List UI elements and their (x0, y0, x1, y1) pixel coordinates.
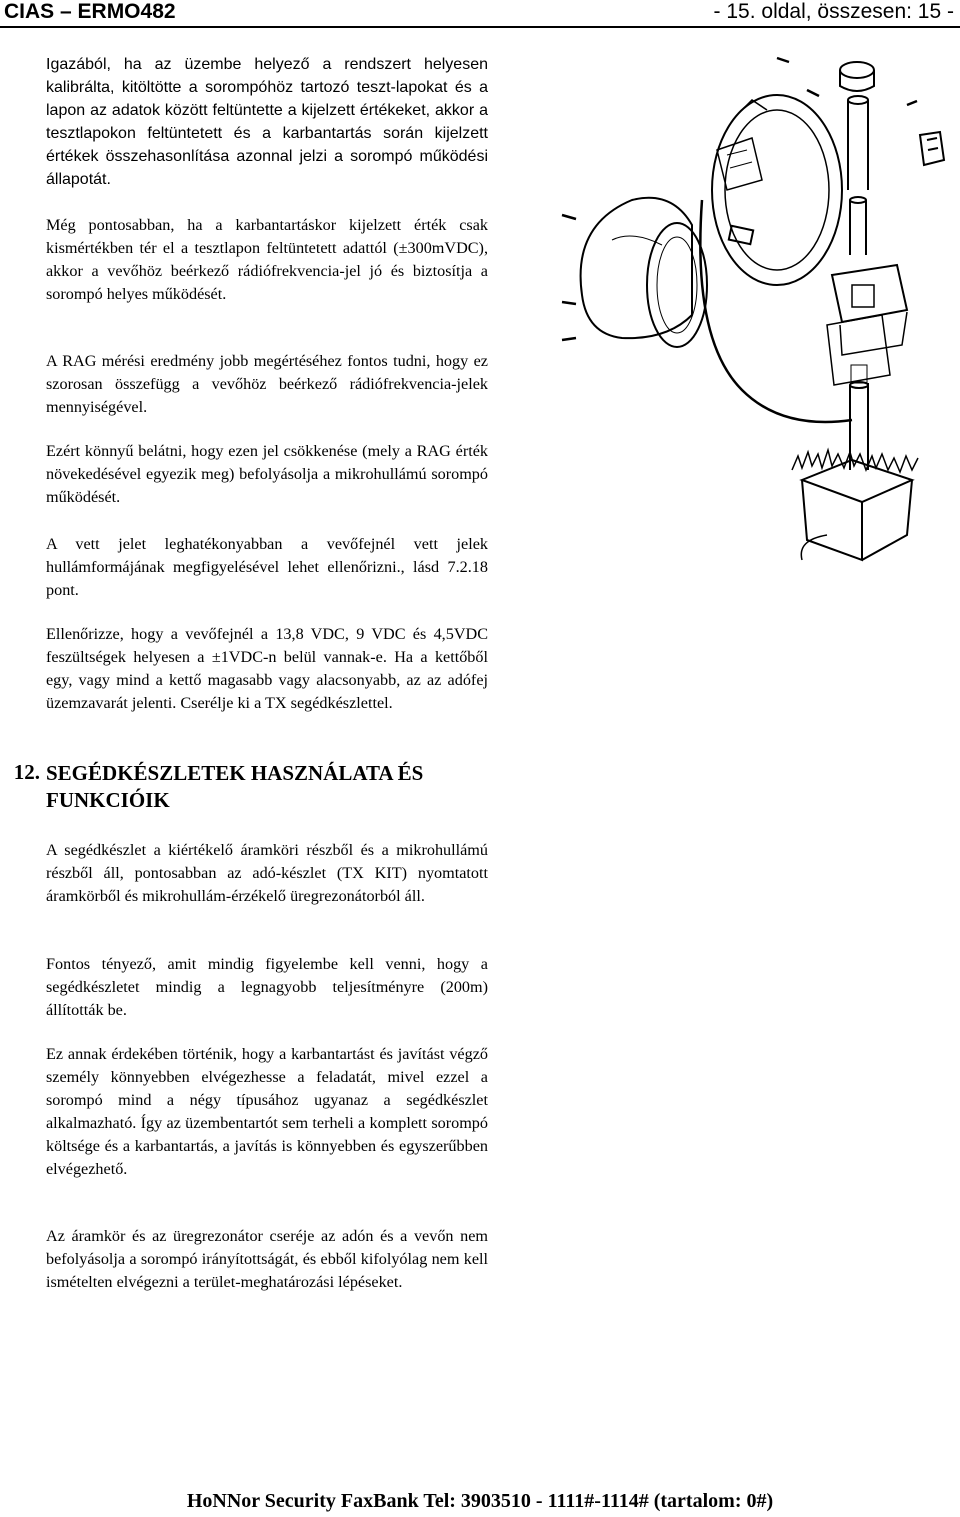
paragraph-rag: A RAG mérési eredmény jobb megértéséhez fontos tudni, hogy ez szorosan összefügg a vevőhöz beérkező rádiófrekvencia-jelek mennyiségével. (46, 352, 488, 416)
paragraph-waveform: A vett jelet leghatékonyabban a vevőfejnél vett jelek hullámformájának megfigyelésével lehet ellenőrizni., lásd 7.2.18 pont. (46, 535, 488, 599)
paragraph-calibration: Igazából, ha az üzembe helyező a rendszert helyesen kalibrálta, kitöltötte a sorompóhöz tartozó teszt-lapokat és a lapon az adatok között feltüntette a kijelzett értékeket, akkor a tesztlapokon feltüntetett és a karbantartás során kijelzett értékek összehasonlítása azonnal jelzi a sorompó működési állapotát. (46, 56, 488, 188)
paragraph-kit-composition: A segédkészlet a kiértékelő áramköri részből és a mikrohullámú részből áll, pontosabban az adó-készlet (TX KIT) nyomtatott áramkörből és mikrohullám-érzékelő üregrezonátorból áll. (46, 841, 488, 905)
document-id: CIAS – ERMO482 (4, 0, 176, 23)
paragraph-maintenance: Ez annak érdekében történik, hogy a karbantartást és javítást végző személy könnyebben elvégezhesse a feladatát, mivel ezzel a sorompó mind a négy típusához ugyanaz a segédkészlet alkalmazható. Így az üzembentartót sem terheli a komplett sorompó költsége és a karbantartás, a javítás is könnyebben és egyszerűbben elvégezhető. (46, 1045, 488, 1178)
paragraph-replacement: Az áramkör és az üregrezonátor cseréje az adón és a vevőn nem befolyásolja a sorompó irányítottságát, és ebből kifolyólag nem kell ismételten elvégezni a terület-meghatározási lépéseket. (46, 1227, 488, 1291)
page-header (0, 0, 960, 28)
section-number: 12. (13, 760, 40, 784)
exploded-view-drawing-icon (552, 40, 957, 565)
paragraph-voltage-check: Ellenőrizze, hogy a vevőfejnél a 13,8 VDC, 9 VDC és 4,5VDC feszültségek helyesen a ±1VDC-n belül vannak-e. Ha a kettőből egy, vagy mind a kettő magasabb vagy alacsonyabb, az az adófej üzemzavarát jelenti. Cserélje ki a TX segédkészlettel. (46, 625, 488, 712)
page-footer: HoNNor Security FaxBank Tel: 3903510 - 1111#-1114# (tartalom: 0#) (186, 1490, 774, 1512)
page-number: - 15. oldal, összesen: 15 - (713, 0, 954, 23)
paragraph-tolerance: Még pontosabban, ha a karbantartáskor kijelzett érték csak kismértékben tér el a tesztlapon feltüntetett adattól (±300mVDC), akkor a vevőhöz beérkező rádiófrekvencia-jel jó és biztosítja a sorompó helyes működését. (46, 216, 488, 303)
section-title: SEGÉDKÉSZLETEK HASZNÁLATA ÉS FUNKCIÓIK (46, 761, 424, 812)
paragraph-max-power: Fontos tényező, amit mindig figyelembe kell venni, hogy a segédkészletet mindig a legnagyobb teljesítményre (200m) állították be. (46, 955, 488, 1019)
paragraph-signal-drop: Ezért könnyű belátni, hogy ezen jel csökkenése (mely a RAG érték növekedésével egyezik meg) befolyásolja a mikrohullámú sorompó működését. (46, 442, 488, 506)
